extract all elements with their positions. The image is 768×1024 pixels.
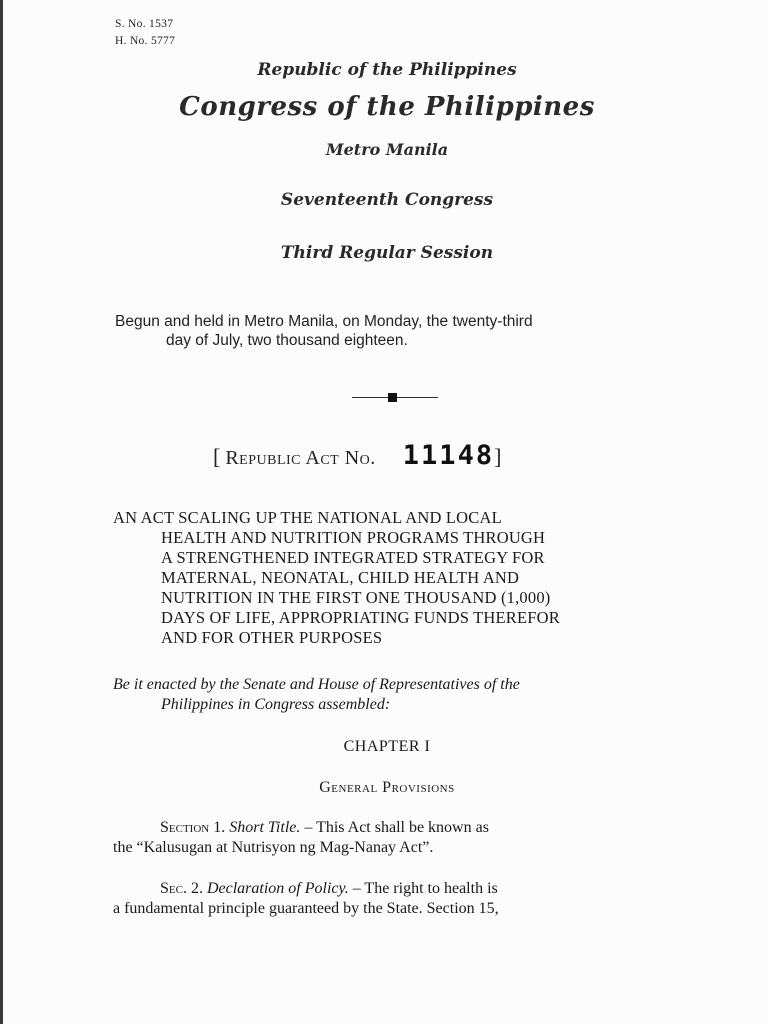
chapter-number: CHAPTER I — [343, 738, 431, 755]
bill-numbers — [115, 16, 175, 50]
session-heading: Third Regular Session — [280, 243, 494, 263]
begun-line-1: Begun and held in Metro Manila, on Monday, the twenty-third — [115, 313, 533, 330]
act-title-line: A STRENGTHENED INTEGRATED STRATEGY FOR — [161, 548, 545, 567]
act-title — [113, 508, 679, 648]
section-2-line-2: a fundamental principle guaranteed by the State. Section 15, — [113, 900, 499, 917]
enacting-clause-line-2: Philippines in Congress assembled: — [161, 696, 391, 713]
close-bracket: ] — [494, 444, 502, 469]
ornament-square-icon — [388, 393, 397, 402]
act-title-line: MATERNAL, NEONATAL, CHILD HEALTH AND — [161, 568, 520, 587]
enacting-clause — [113, 675, 679, 715]
section-1-text: – This Act shall be known as — [300, 819, 489, 836]
section-2-label: Sec. 2. — [160, 880, 203, 897]
section-1-line-1 — [113, 818, 677, 838]
act-title-line: AND FOR OTHER PURPOSES — [161, 628, 383, 647]
act-title-line: DAYS OF LIFE, APPROPRIATING FUNDS THEREFOR — [161, 608, 560, 627]
section-1-line-2: the “Kalusugan at Nutrisyon ng Mag-Nanay Act”. — [113, 839, 434, 856]
republic-heading: Republic of the Philippines — [257, 60, 517, 80]
republic-act-number: 11148 — [402, 440, 495, 471]
act-title-line: HEALTH AND NUTRITION PROGRAMS THROUGH — [161, 528, 546, 547]
section-2-text: – The right to health is — [348, 880, 498, 897]
section-2-line-1 — [113, 879, 677, 899]
section-2-heading: Declaration of Policy. — [206, 880, 349, 897]
begun-statement — [115, 312, 677, 350]
chapter-title: General Provisions — [319, 779, 455, 796]
enacting-clause-line-1: Be it enacted by the Senate and House of Representatives of the — [113, 676, 520, 693]
congress-number-heading: Seventeenth Congress — [280, 190, 494, 210]
section-1-heading: Short Title. — [229, 819, 301, 836]
act-title-line: AN ACT SCALING UP THE NATIONAL AND LOCAL — [113, 508, 502, 527]
section-2 — [113, 879, 677, 919]
republic-act-label: Republic Act No. — [225, 447, 376, 469]
act-title-line: NUTRITION IN THE FIRST ONE THOUSAND (1,000) — [161, 588, 551, 607]
section-1 — [113, 818, 677, 858]
begun-line-2: day of July, two thousand eighteen. — [166, 332, 408, 349]
open-bracket: [ — [213, 444, 221, 469]
section-1-label: Section 1. — [160, 819, 226, 836]
senate-bill-number: S. No. 1537 — [115, 18, 174, 30]
house-bill-number: H. No. 5777 — [115, 35, 176, 47]
location-heading: Metro Manila — [325, 140, 449, 159]
congress-heading: Congress of the Philippines — [179, 92, 595, 122]
republic-act-line — [213, 440, 593, 471]
